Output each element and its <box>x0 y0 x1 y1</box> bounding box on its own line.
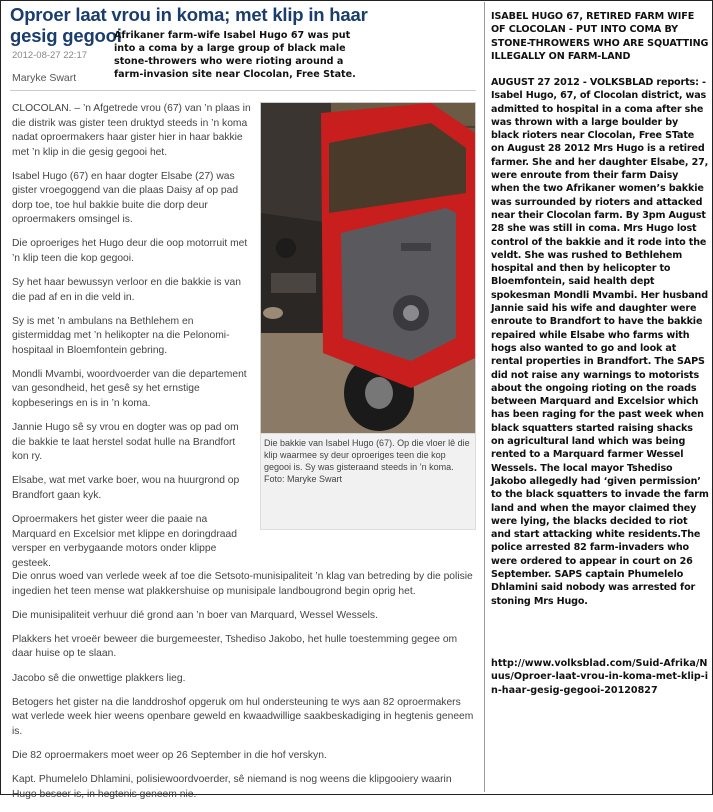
article-paragraph: Betogers het gister na die landdroshof opgeruk om hul ondersteuning te wys aan 82 oproermakers wat verlede week hier weens openbare geweld en kwaadwillige saakbeskadiging in hegtenis geneem is. <box>12 696 474 737</box>
article-photo <box>260 102 476 434</box>
photo-caption: Die bakkie van Isabel Hugo (67). Op die vloer lê die klip waarmee sy deur oproeriges teen die kop gegooi is. Sy was gisteraand steeds in ’n koma. Foto: Maryke Swart <box>264 438 470 484</box>
article-body-wide <box>12 570 474 812</box>
article-paragraph: Die 82 oproermakers moet weer op 26 September in die hof verskyn. <box>12 749 327 761</box>
article-body-narrow <box>12 102 254 581</box>
article-headline: Oproer laat vrou in koma; met klip in haar gesig gegooi <box>10 4 368 46</box>
sidebar-body: AUGUST 27 2012 - VOLKSBLAD reports: - Isabel Hugo, 67, of Clocolan district, was admitted to hospital in a coma after she was thrown with a large boulder by black rioters near Clocolan, Free STate on August 28 2012 Mrs Hugo is a retired farmer. She and her daughter Elsabe, 27, were enroute from their farm Daisy when the two Afrikaner women’s bakkie was surrounded by rioters and attacked near their Clocolan farm. By 3pm August 28 she was still in coma. Mrs Hugo lost control of the bakkie and it rode into the veldt. She was rushed to Bethlehem hospital and then by helicopter to Bloemfontein, said health dept spokesman Mondli Mvambi. Her husband Jannie said his wife and daughter were enroute to Brandfort to have the bakkie repaired while Elsabe who farms with hogs also wanted to go and look at rental properties in Brandfort. The SAPS did not raise any warnings to motorists about the ongoing rioting on the roads between Marquard and Excelsior which has been raging for the past week when black squatters started raising shacks on agricultural land which was being rented to a Marquard farmer Wessel Wessels. The local mayor Tshediso Jakobo allegedly had ‘given permission’ to the black squatters to invade the farm land and when the mayor claimed they were lying, the blacks decided to riot and start attacking white residents.The police arrested 82 farm-invaders who were ordered to appear in court on 26 September. SAPS captain Phumelelo Dhlamini said nobody was arrested for stoning Mrs Hugo. <box>491 77 709 607</box>
article-paragraph: Jacobo sê die onwettige plakkers lieg. <box>12 672 186 684</box>
article-date: 2012-08-27 22:17 <box>12 50 88 61</box>
article-column <box>4 2 478 800</box>
source-link[interactable]: http://www.volksblad.com/Suid-Afrika/Nuus/Oproer-laat-vrou-in-koma-met-klip-in-haar-gesig-gegooi-20120827 <box>491 658 709 696</box>
article-author: Maryke Swart <box>12 72 77 84</box>
photo-caption-box <box>260 433 476 530</box>
article-paragraph: Plakkers het vroeër beweer die burgemeester, Tshediso Jakobo, het hulle toestemming gegee om daar huise op te slaan. <box>12 633 458 660</box>
article-paragraph: Die munisipaliteit verhuur dié grond aan ’n boer van Marquard, Wessel Wessels. <box>12 609 378 621</box>
sidebar-column <box>484 2 711 792</box>
article-paragraph: Jannie Hugo sê sy vrou en dogter was op pad om die bakkie te laat herstel sodat hulle na Brandfort kon ry. <box>12 422 239 463</box>
article-paragraph: Kapt. Phumelelo Dhlamini, polisiewoordvoerder, sê niemand is nog weens die klipgooiery waarin Hugo beseer is, in hegtenis geneem nie. <box>12 774 452 800</box>
article-paragraph: Sy is met ’n ambulans na Bethlehem en gistermiddag met ’n helikopter na die Pelonomi-hospitaal in Bloemfontein gebring. <box>12 315 230 356</box>
sidebar-title: ISABEL HUGO 67, RETIRED FARM WIFE OF CLOCOLAN - PUT INTO COMA BY STONE-THROWERS WHO ARE SQUATTING ILLEGALLY ON FARM-LAND <box>491 11 709 62</box>
article-paragraph: Die oproeriges het Hugo deur die oop motorruit met ’n klip teen die kop gegooi. <box>12 238 248 264</box>
article-paragraph: Oproermakers het gister weer die paaie na Marquard en Excelsior met klippe en doringdraad versper en verbygaande motors onder klippe gesteek. <box>12 514 237 569</box>
article-paragraph: Elsabe, wat met varke boer, wou na huurgrond op Brandfort gaan kyk. <box>12 475 240 501</box>
english-summary: Afrikaner farm-wife Isabel Hugo 67 was put into a coma by a large group of black male stone-throwers who were rioting around a farm-invasion site near Clocolan, Free State. <box>114 30 356 80</box>
article-paragraph: Isabel Hugo (67) en haar dogter Elsabe (27) was gister vroegoggend van die plaas Daisy af op pad dorp toe, toe hul bakkie buite die dorp deur oproermakers omsingel is. <box>12 170 239 226</box>
article-paragraph: Mondli Mvambi, woordvoerder van die departement van gesondheid, het gesê sy het ernstige kopbeserings en is in ’n koma. <box>12 368 247 409</box>
article-paragraph: Sy het haar bewussyn verloor en die bakkie is van die pad af en in die veld in. <box>12 277 241 303</box>
article-paragraph: CLOCOLAN. – ’n Afgetrede vrou (67) van ’n plaas in die distrik was gister teen druktyd steeds in ’n koma nadat oproermakers haar gister hier in haar bakkie met ’n klip in die gesig gegooi het. <box>12 103 251 158</box>
header-divider <box>10 90 476 91</box>
article-paragraph: Die onrus woed van verlede week af toe die Setsoto-munisipaliteit ’n klag van betreding by die polisie ingedien het teen mense wat plakkershuise op munisipale landbougrond begin oprig het. <box>12 571 473 597</box>
